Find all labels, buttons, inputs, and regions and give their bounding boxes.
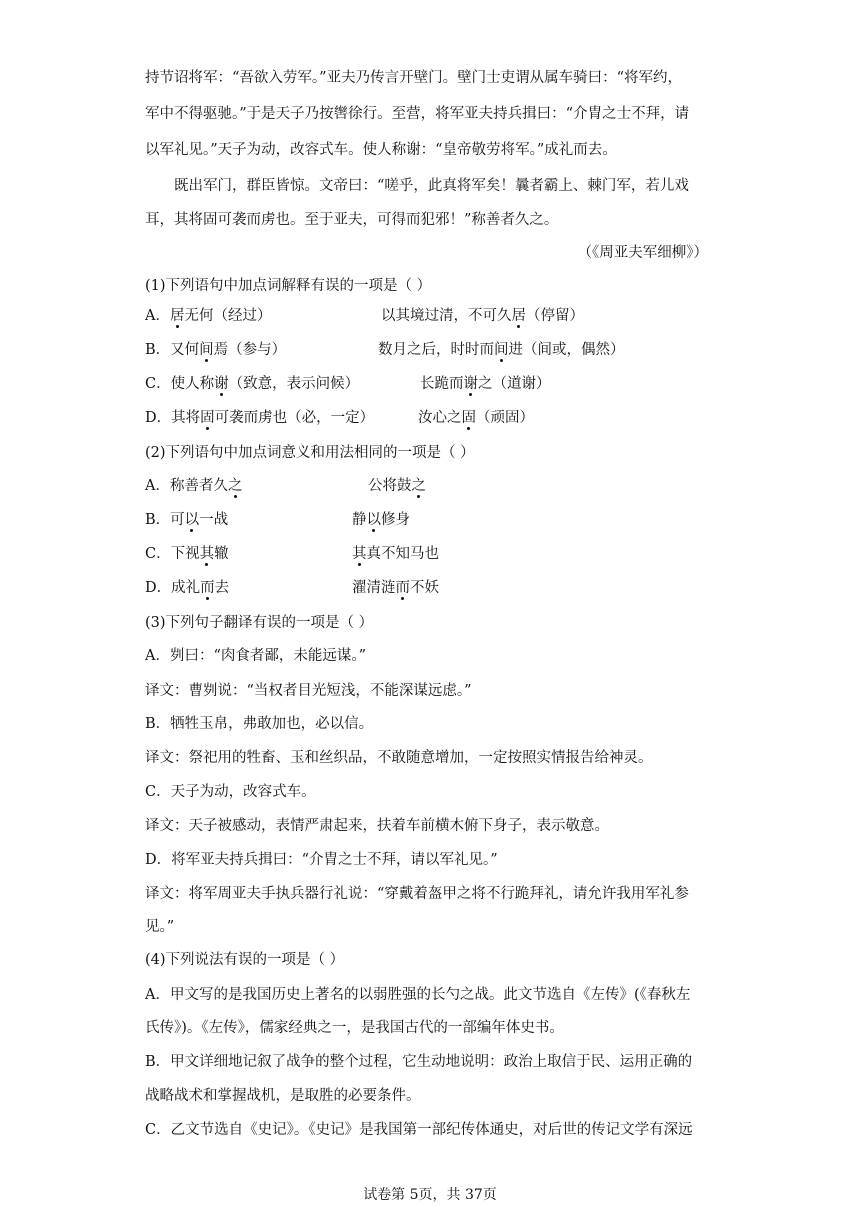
passage-line: 既出军门，群臣皆惊。文帝曰：“嗟乎，此真将军矣！曩者霸上、棘门军，若儿戏	[174, 178, 689, 194]
q4-option-a: A．甲文写的是我国历史上著名的以弱胜强的长勺之战。此文节选自《左传》(《春秋左	[145, 987, 691, 1003]
question-1-stem: (1)下列语句中加点词解释有误的一项是（ ）	[145, 278, 432, 294]
q4-option-c: C．乙文节选自《史记》。《史记》是我国第一部纪传体通史，对后世的传记文学有深远	[145, 1122, 693, 1138]
q2-option-a: A．称善者久之	[145, 478, 243, 494]
q2-option-b: B．可以一战	[145, 512, 229, 528]
q2-option-c: C．下视其辙	[145, 546, 229, 562]
q2-option-a-compare: 公将鼓之	[368, 478, 426, 494]
passage-source: （《周亚夫军细柳》）	[577, 245, 708, 261]
passage-line: 持节诏将军：“吾欲入劳军。”亚夫乃传言开壁门。壁门士吏谓从属车骑曰：“将军约，	[145, 70, 682, 86]
passage-line: 以军礼见。”天子为动，改容式车。使人称谢：“皇帝敬劳将军。”成礼而去。	[145, 142, 617, 158]
q1-option-b-compare: 数月之后，时时而间进（间或，偶然）	[378, 342, 625, 358]
page-footer: 试卷第 5页，共 37页	[363, 1187, 497, 1203]
q3-translation-a: 译文：曹刿说：“当权者目光短浅，不能深谋远虑。”	[145, 683, 472, 699]
q3-option-b: B．牺牲玉帛，弗敢加也，必以信。	[145, 716, 374, 732]
q1-option-a-compare: 以其境过清，不可久居（停留）	[381, 308, 584, 324]
q1-option-c: C．使人称谢（致意，表示问候）	[145, 376, 360, 392]
q4-option-b: B．甲文详细地记叙了战争的整个过程，它生动地说明：政治上取信于民、运用正确的	[145, 1054, 693, 1070]
q1-option-d: D．其将固可袭而虏也（必，一定）	[145, 410, 375, 426]
question-2-stem: (2)下列语句中加点词意义和用法相同的一项是（ ）	[145, 445, 475, 461]
q2-option-d: D．成礼而去	[145, 580, 230, 596]
q1-option-d-compare: 汝心之固（顽固）	[418, 410, 534, 426]
q1-option-b: B．又何间焉（参与）	[145, 342, 287, 358]
q3-option-c: C．天子为动，改容式车。	[145, 784, 316, 800]
question-4-stem: (4)下列说法有误的一项是（ ）	[145, 952, 345, 968]
q3-option-a: A．刿曰：“肉食者鄙，未能远谋。”	[145, 648, 367, 664]
q3-translation-c: 译文：天子被感动，表情严肃起来，扶着车前横木俯下身子，表示敬意。	[145, 818, 609, 834]
q1-option-a: A．居无何（经过）	[145, 308, 272, 324]
q2-option-d-compare: 濯清涟而不妖	[352, 580, 439, 596]
q3-translation-b: 译文：祭祀用的牲畜、玉和丝织品，不敢随意增加，一定按照实情报告给神灵。	[145, 750, 653, 766]
q1-option-c-compare: 长跪而谢之（道谢）	[420, 376, 551, 392]
q3-option-d: D．将军亚夫持兵揖曰：“介胄之士不拜，请以军礼见。”	[145, 852, 498, 868]
q3-translation-d: 译文：将军周亚夫手执兵器行礼说：“穿戴着盔甲之将不行跪拜礼，请允许我用军礼参	[145, 886, 689, 902]
question-3-stem: (3)下列句子翻译有误的一项是（ ）	[145, 615, 374, 631]
passage-line: 军中不得驱驰。”于是天子乃按辔徐行。至营，将军亚夫持兵揖曰：“介胄之士不拜，请	[145, 106, 690, 122]
q2-option-b-compare: 静以修身	[352, 512, 410, 528]
q4-option-b-cont: 战略战术和掌握战机，是取胜的必要条件。	[145, 1088, 421, 1104]
q3-translation-d-cont: 见。”	[145, 919, 175, 935]
q2-option-c-compare: 其真不知马也	[352, 546, 439, 562]
passage-line: 耳，其将固可袭而虏也。至于亚夫，可得而犯邪！”称善者久之。	[145, 212, 559, 228]
q4-option-a-cont: 氏传》)。《左传》，儒家经典之一，是我国古代的一部编年体史书。	[145, 1020, 564, 1036]
